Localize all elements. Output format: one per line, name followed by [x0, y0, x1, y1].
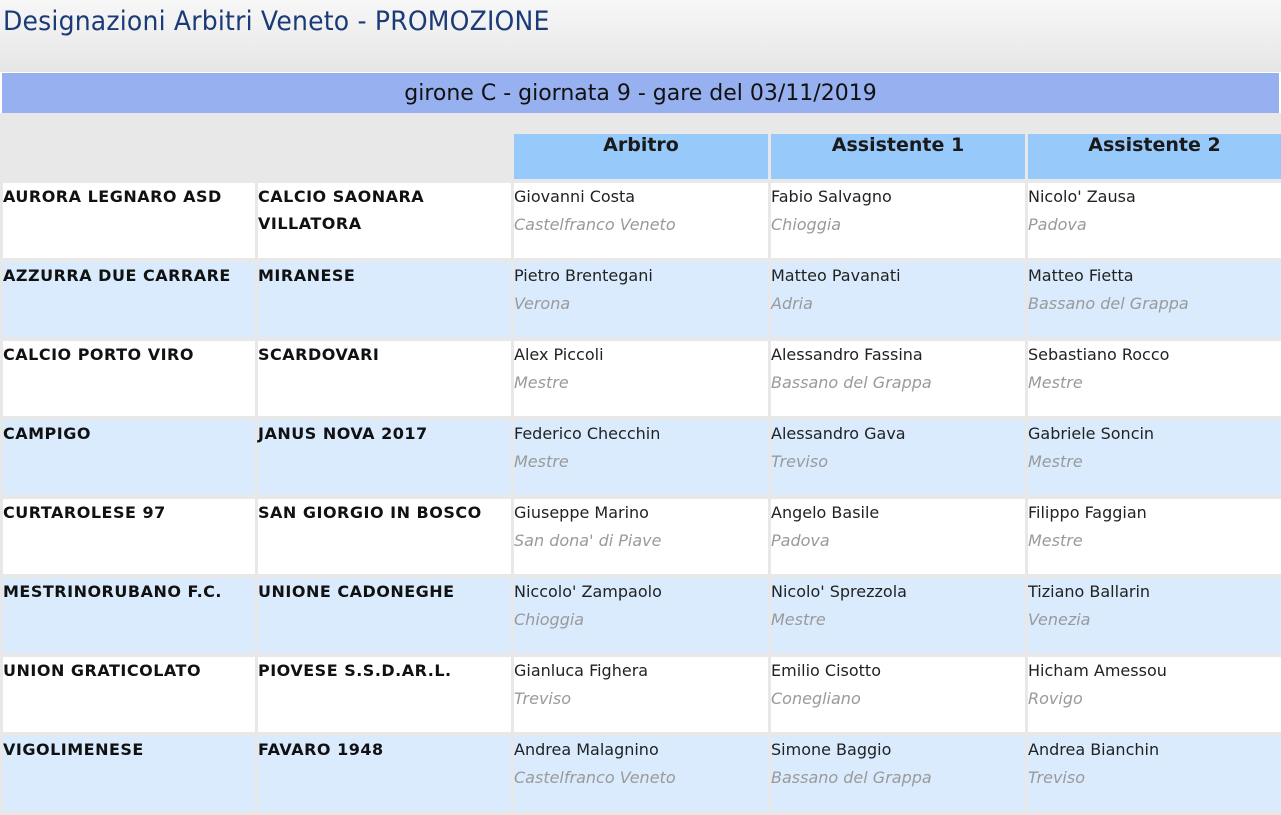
away-team: SAN GIORGIO IN BOSCO — [258, 499, 511, 574]
home-team: CAMPIGO — [3, 420, 255, 495]
assistant-1-cell — [771, 420, 1025, 495]
assistant-1-city: Chioggia — [771, 215, 842, 234]
round-subtitle: girone C - giornata 9 - gare del 03/11/2019 — [2, 73, 1279, 113]
assistant-2-cell — [1028, 657, 1281, 732]
designations-table — [0, 130, 1281, 815]
assistant-1-cell — [771, 341, 1025, 416]
assistant-1-city: Conegliano — [771, 689, 861, 708]
referee-city: Mestre — [514, 373, 569, 392]
assistant-2-cell — [1028, 420, 1281, 495]
assistant-1-name: Fabio Salvagno — [771, 187, 892, 206]
assistant-1-name: Simone Baggio — [771, 740, 892, 759]
assistant-2-name: Andrea Bianchin — [1028, 740, 1160, 759]
away-team: CALCIO SAONARA VILLATORA — [258, 183, 511, 258]
assistant-1-cell — [771, 657, 1025, 732]
assistant-2-cell — [1028, 578, 1281, 653]
referee-name: Federico Checchin — [514, 424, 661, 443]
assistant-2-cell — [1028, 183, 1281, 258]
table-row — [3, 578, 1281, 653]
home-team: AZZURRA DUE CARRARE — [3, 262, 255, 337]
table-row — [3, 657, 1281, 732]
referee-city: Treviso — [514, 689, 571, 708]
home-team: UNION GRATICOLATO — [3, 657, 255, 732]
assistant-1-city: Mestre — [771, 610, 826, 629]
assistant-2-cell — [1028, 499, 1281, 574]
table-row — [3, 420, 1281, 495]
assistant-1-name: Matteo Pavanati — [771, 266, 901, 285]
assistant-1-cell — [771, 578, 1025, 653]
assistant-1-name: Angelo Basile — [771, 503, 880, 522]
column-header-assistente-2: Assistente 2 — [1028, 134, 1281, 179]
assistant-1-city: Adria — [771, 294, 813, 313]
referee-name: Gianluca Fighera — [514, 661, 649, 680]
referee-cell — [514, 341, 768, 416]
referee-name: Andrea Malagnino — [514, 740, 659, 759]
referee-name: Pietro Brentegani — [514, 266, 653, 285]
referee-city: Chioggia — [514, 610, 585, 629]
assistant-2-city: Mestre — [1028, 373, 1083, 392]
assistant-1-city: Bassano del Grappa — [771, 373, 932, 392]
assistant-2-name: Gabriele Soncin — [1028, 424, 1155, 443]
assistant-2-city: Venezia — [1028, 610, 1091, 629]
away-team: FAVARO 1948 — [258, 736, 511, 811]
assistant-1-city: Bassano del Grappa — [771, 768, 932, 787]
assistant-1-city: Padova — [771, 531, 830, 550]
assistant-1-city: Treviso — [771, 452, 828, 471]
table-row — [3, 736, 1281, 811]
referee-name: Niccolo' Zampaolo — [514, 582, 662, 601]
referee-cell — [514, 183, 768, 258]
column-header-arbitro: Arbitro — [514, 134, 768, 179]
referee-city: Castelfranco Veneto — [514, 768, 676, 787]
referee-cell — [514, 578, 768, 653]
assistant-2-city: Mestre — [1028, 452, 1083, 471]
table-row — [3, 183, 1281, 258]
assistant-1-name: Alessandro Fassina — [771, 345, 923, 364]
assistant-2-city: Bassano del Grappa — [1028, 294, 1189, 313]
assistant-2-city: Treviso — [1028, 768, 1085, 787]
referee-city: San dona' di Piave — [514, 531, 662, 550]
home-team: MESTRINORUBANO F.C. — [3, 578, 255, 653]
assistant-2-name: Sebastiano Rocco — [1028, 345, 1170, 364]
away-team: SCARDOVARI — [258, 341, 511, 416]
home-team: AURORA LEGNARO ASD — [3, 183, 255, 258]
referee-cell — [514, 657, 768, 732]
away-team: JANUS NOVA 2017 — [258, 420, 511, 495]
assistant-2-cell — [1028, 341, 1281, 416]
referee-name: Giovanni Costa — [514, 187, 636, 206]
table-row — [3, 341, 1281, 416]
assistant-1-cell — [771, 183, 1025, 258]
assistant-2-name: Matteo Fietta — [1028, 266, 1134, 285]
assistant-1-cell — [771, 499, 1025, 574]
assistant-2-city: Padova — [1028, 215, 1087, 234]
header-blank-home — [3, 134, 255, 179]
assistant-2-name: Hicham Amessou — [1028, 661, 1167, 680]
referee-city: Verona — [514, 294, 571, 313]
assistant-1-name: Emilio Cisotto — [771, 661, 881, 680]
referee-cell — [514, 262, 768, 337]
away-team: MIRANESE — [258, 262, 511, 337]
assistant-2-city: Mestre — [1028, 531, 1083, 550]
referee-name: Alex Piccoli — [514, 345, 604, 364]
referee-cell — [514, 420, 768, 495]
home-team: CALCIO PORTO VIRO — [3, 341, 255, 416]
home-team: CURTAROLESE 97 — [3, 499, 255, 574]
referee-cell — [514, 736, 768, 811]
header-blank-away — [258, 134, 511, 179]
home-team: VIGOLIMENESE — [3, 736, 255, 811]
assistant-2-name: Filippo Faggian — [1028, 503, 1147, 522]
assistant-1-cell — [771, 736, 1025, 811]
assistant-2-cell — [1028, 262, 1281, 337]
referee-name: Giuseppe Marino — [514, 503, 649, 522]
referee-city: Mestre — [514, 452, 569, 471]
table-row — [3, 262, 1281, 337]
assistant-1-name: Nicolo' Sprezzola — [771, 582, 907, 601]
assistant-2-name: Nicolo' Zausa — [1028, 187, 1136, 206]
assistant-2-cell — [1028, 736, 1281, 811]
page-title: Designazioni Arbitri Veneto - PROMOZIONE — [3, 6, 550, 37]
table-header-row — [3, 134, 1281, 179]
assistant-2-city: Rovigo — [1028, 689, 1083, 708]
away-team: UNIONE CADONEGHE — [258, 578, 511, 653]
assistant-1-name: Alessandro Gava — [771, 424, 906, 443]
referee-city: Castelfranco Veneto — [514, 215, 676, 234]
away-team: PIOVESE S.S.D.AR.L. — [258, 657, 511, 732]
table-row — [3, 499, 1281, 574]
assistant-2-name: Tiziano Ballarin — [1028, 582, 1151, 601]
assistant-1-cell — [771, 262, 1025, 337]
column-header-assistente-1: Assistente 1 — [771, 134, 1025, 179]
referee-cell — [514, 499, 768, 574]
